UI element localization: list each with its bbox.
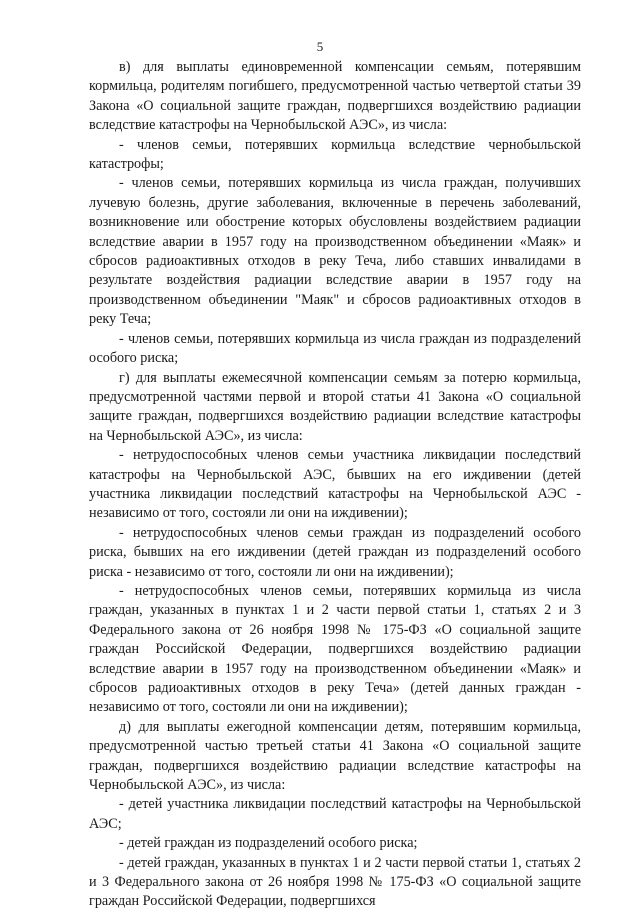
paragraph-v: в) для выплаты единовременной компенсации семьям, потерявшим кормильца, родителям погибшего, предусмотренной частью четвертой статьи 39 Закона «О социальной защите граждан, подвергшихся воздействию радиации вследствие катастрофы на Чернобыльской АЭС», из числа: [89,59,581,134]
list-item: - членов семьи, потерявших кормильца вследствие чернобыльской катастрофы; [89,136,581,173]
paragraph-d: д) для выплаты ежегодной компенсации детям, потерявшим кормильца, предусмотренной частью третьей статьи 41 Закона «О социальной защите граждан, подвергшихся воздействию радиации вследствие катастрофы на Чернобыльской АЭС», из числа: [89,718,581,794]
list-item: - детей граждан из подразделений особого риска; [119,835,418,852]
list-item: - членов семьи, потерявших кормильца из числа граждан из подразделений особого риска; [89,330,581,367]
paragraph-g: г) для выплаты ежемесячной компенсации семьям за потерю кормильца, предусмотренной частями первой и второй статьи 41 Закона «О социальной защите граждан, подвергшихся воздействию радиации вследствие катастрофы на Чернобыльской АЭС», из числа: [89,369,581,444]
list-item: - членов семьи, потерявших кормильца из числа граждан, получивших лучевую болезнь, другие заболевания, включенные в перечень заболеваний, возникновение или обострение которых обусловлены воздействием радиации вследствие аварии в 1957 году на производственном объединении «Маяк» и сбросов радиоактивных отходов в реку Теча, либо ставших инвалидами в результате воздействия радиации вследствие аварии в 1957 году на производственном объединении "Маяк" и сбросов радиоактивных отходов в реку Теча; [89,175,581,328]
document-body [89,58,581,912]
list-item: - детей граждан, указанных в пунктах 1 и 2 части первой статьи 1, статьях 2 и 3 Федерального закона от 26 ноября 1998 № 175-ФЗ «О социальной защите граждан Российской Федерации, подвергшихся [89,854,581,910]
list-item: - нетрудоспособных членов семьи участника ликвидации последствий катастрофы на Чернобыльской АЭС, бывших на его иждивении (детей участника ликвидации последствий катастрофы на Чернобыльской АЭС - независимо от того, состояли ли они на иждивении); [89,447,581,522]
list-item: - нетрудоспособных членов семьи граждан из подразделений особого риска, бывших на его иждивении (детей граждан из подразделений особого риска - независимо от того, состояли ли они на иждивении); [89,524,581,580]
list-item: - детей участника ликвидации последствий катастрофы на Чернобыльской АЭС; [89,796,581,832]
page-number: 5 [316,39,324,54]
list-item: - нетрудоспособных членов семьи, потерявших кормильца из числа граждан, указанных в пунктах 1 и 2 части первой статьи 1, статьях 2 и 3 Федерального закона от 26 ноября 1998 № 175-ФЗ «О социальной защите граждан Российской Федерации, подвергшихся воздействию радиации вследствие аварии в 1957 году на производственном объединении «Маяк» и сбросов радиоактивных отходов в реку Теча» (детей данных граждан - независимо от того, состояли ли они на иждивении); [89,582,581,716]
